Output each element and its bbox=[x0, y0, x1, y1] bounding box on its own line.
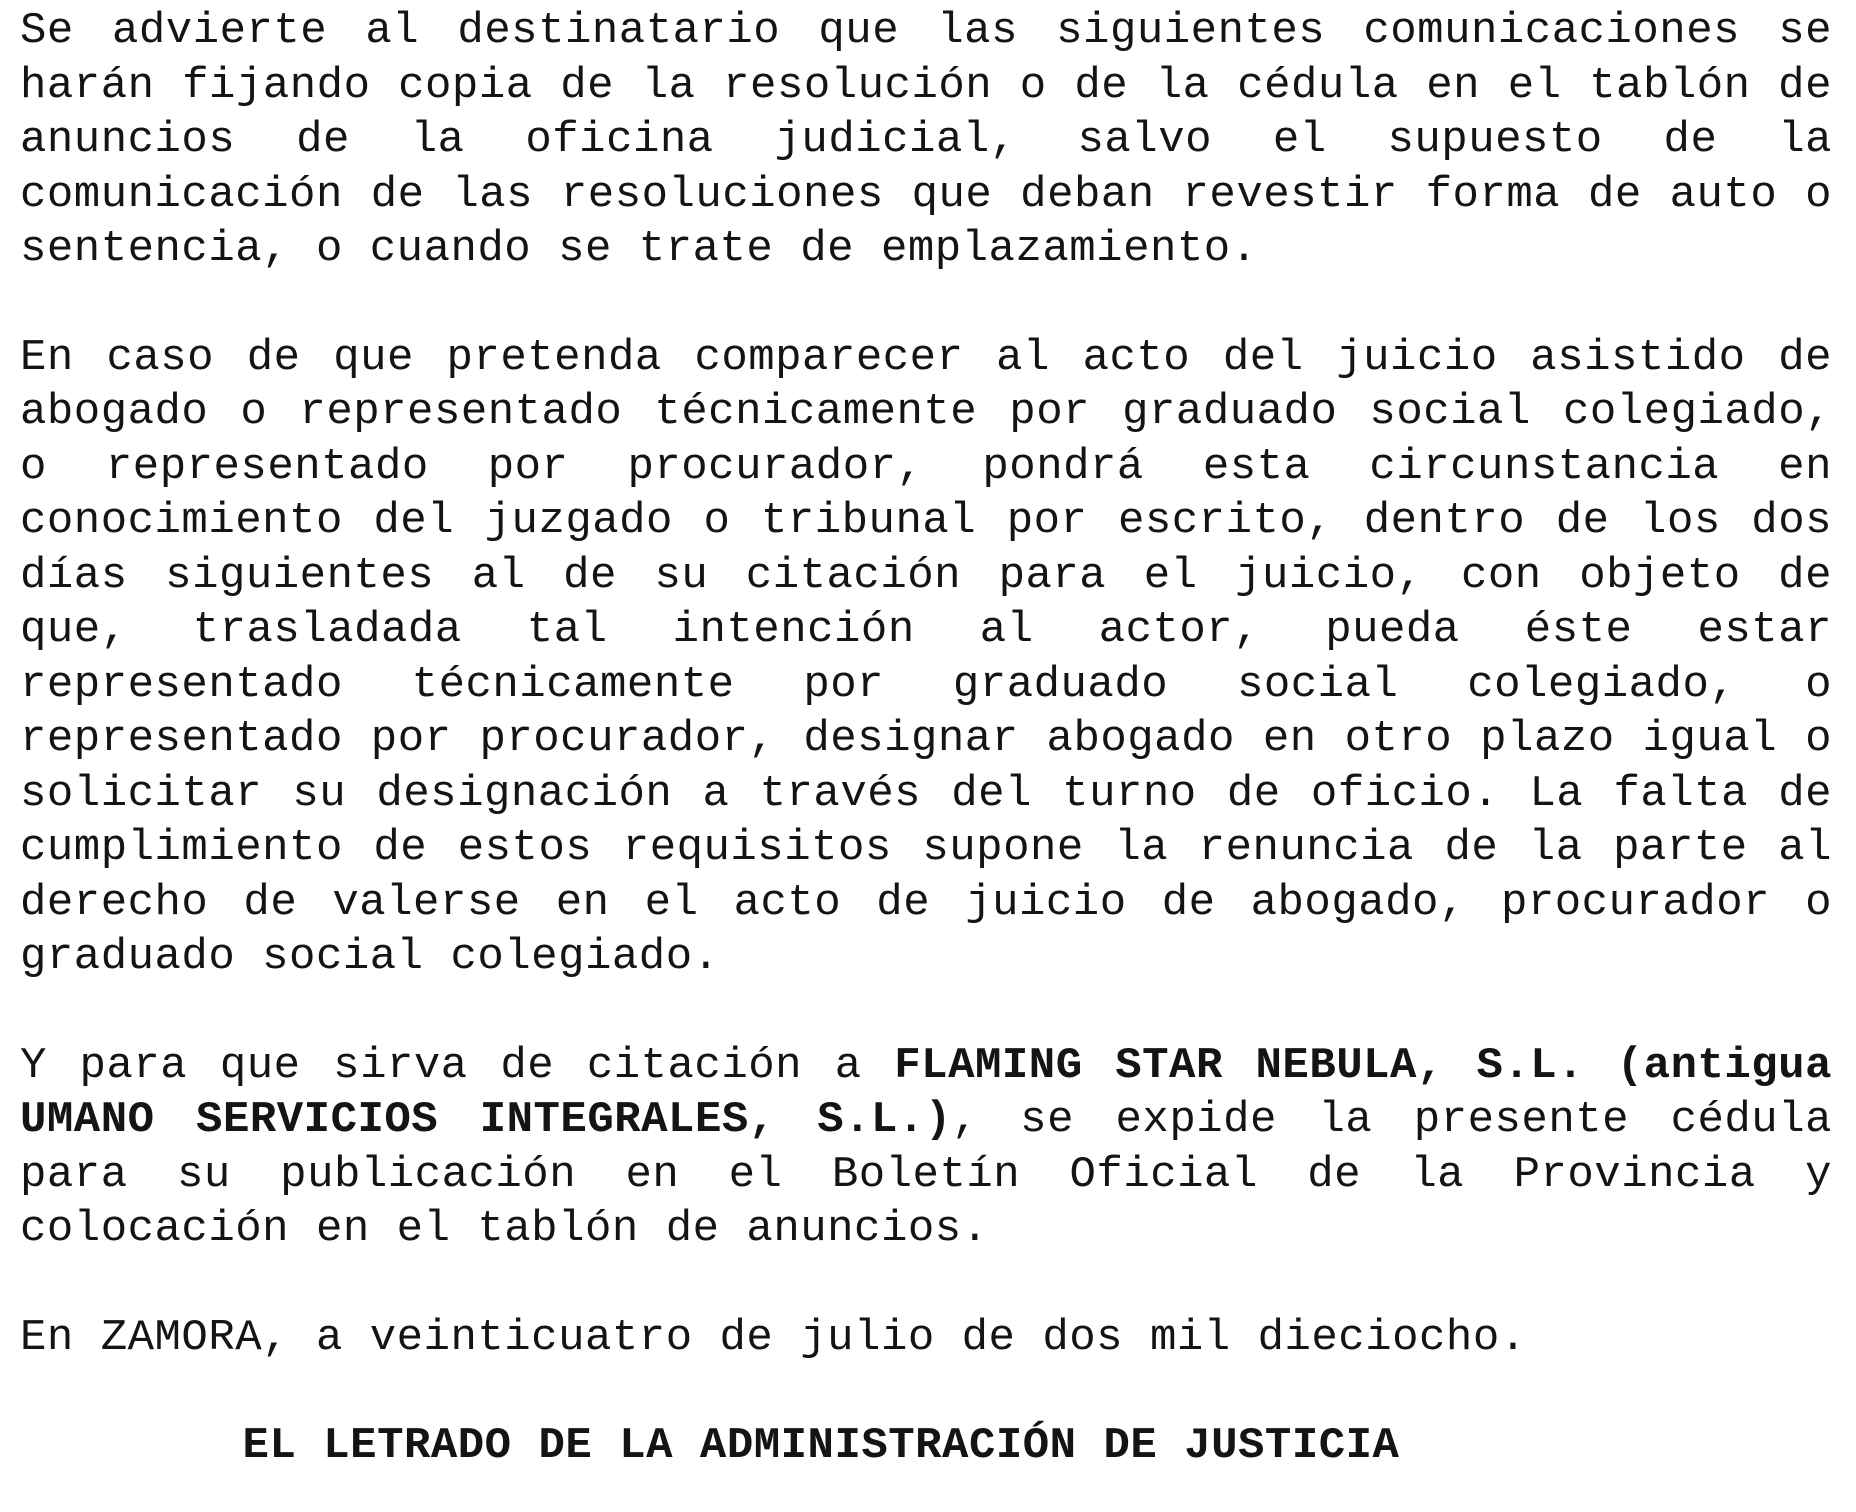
signatory-title: EL LETRADO DE LA ADMINISTRACIÓN DE JUSTICIA bbox=[242, 1421, 1400, 1471]
paragraph-spacer bbox=[20, 277, 1832, 331]
citation-intro-text: Y para que sirva de citación a bbox=[20, 1040, 895, 1091]
citation-paragraph bbox=[20, 1039, 1832, 1257]
place-date-line: En ZAMORA, a veinticuatro de julio de dos mil dieciocho. bbox=[20, 1312, 1527, 1363]
document-page bbox=[20, 0, 1832, 1474]
paragraph-spacer bbox=[20, 1365, 1832, 1419]
citation-company-name: FLAMING STAR NEBULA, S.L. (antigua UMANO SERVICIOS INTEGRALES, S.L.) bbox=[20, 1040, 1832, 1145]
representation-paragraph: En caso de que pretenda comparecer al acto del juicio asistido de abogado o representado técnicamente por graduado social colegiado, o representado por procurador, pondrá esta circunstancia en conocimiento del juzgado o tribunal por escrito, dentro de los dos días siguientes al de su citación para el juicio, con objeto de que, trasladada tal intención al actor, pueda éste estar representado técnicamente por graduado social colegiado, o representado por procurador, designar abogado en otro plazo igual o solicitar su designación a través del turno de oficio. La falta de cumplimiento de estos requisitos supone la renuncia de la parte al derecho de valerse en el acto de juicio de abogado, procurador o graduado social colegiado. bbox=[20, 332, 1832, 982]
paragraph-spacer bbox=[20, 1257, 1832, 1311]
paragraph-spacer bbox=[20, 985, 1832, 1039]
citation-rest-text: , se expide la presente cédula para su publicación en el Boletín Oficial de la Provincia y colocación en el tablón de anuncios. bbox=[20, 1095, 1832, 1254]
notice-paragraph: Se advierte al destinatario que las siguientes comunicaciones se harán fijando copia de la resolución o de la cédula en el tablón de anuncios de la oficina judicial, salvo el supuesto de la comunicación de las resoluciones que deban revestir forma de auto o sentencia, o cuando se trate de emplazamiento. bbox=[20, 6, 1832, 274]
